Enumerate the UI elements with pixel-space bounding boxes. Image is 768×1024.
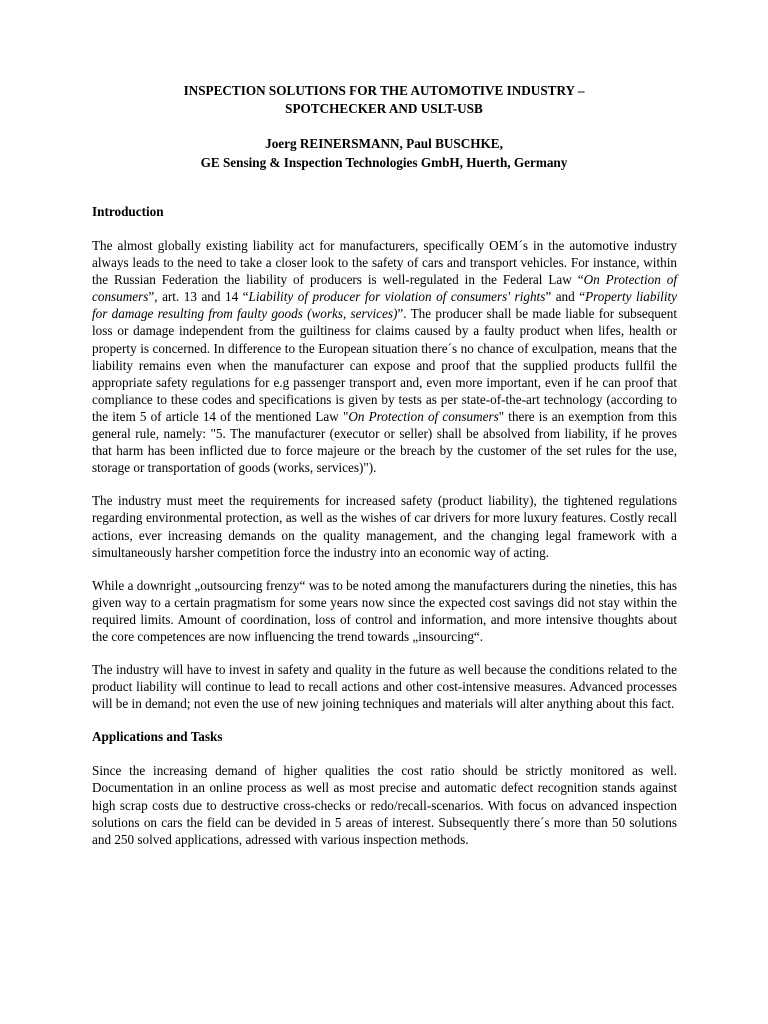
author-affiliation: GE Sensing & Inspection Technologies GmbH, Huerth, Germany: [200, 155, 568, 170]
text-run: ”. The producer shall be made liable for subsequent loss or damage independent from the guiltiness for claims caused by a faulty product when lifes, health or property is concerned. In difference to the European situation there´s no chance of exculpation, means that the liability remains even when the manufacturer can expose and proof that the supplied products fullfil the appropriate safety regulations for e.g passenger transport and, even more important, even if he can proof that compliance to these codes and specifications is given by tests as per state-of-the-art technology (according to the item 5 of article 14 of the mentioned Law ": [92, 306, 677, 424]
title-line-2: SPOTCHECKER AND USLT-USB: [285, 101, 483, 116]
text-run: " there is an exemption from this general rule, namely: "5. The manufacturer (executor or seller) shall be absolved from liability, if he proves that harm has been inflicted due to force majeure or the breach by the customer of the set rules for the use, storage or transportation of goods (works, services)").: [92, 408, 678, 476]
law-title: On Protection of consumers: [92, 272, 677, 305]
intro-paragraph-4: The industry will have to invest in safety and quality in the future as well because the conditions related to the product liability will continue to lead to recall actions and other cost-intensive measures. Advanced processes will be in demand; not even the use of new joining techniques and materials will alter anything about this fact.: [92, 662, 677, 712]
author-block: [92, 134, 676, 172]
title-line-1: INSPECTION SOLUTIONS FOR THE AUTOMOTIVE INDUSTRY –: [183, 83, 585, 98]
section-heading-applications: Applications and Tasks: [92, 729, 223, 745]
text-run: ” and “: [545, 289, 586, 305]
text-run: The almost globally existing liability act for manufacturers, specifically OEM´s in the automotive industry always leads to the need to take a closer look to the safety of cars and transport vehicles. For instance, within the Russian Federation the liability of producers is well-regulated in the Federal Law “: [92, 238, 677, 288]
law-title: On Protection of consumers: [348, 408, 499, 424]
text-run: ”, art. 13 and 14 “: [148, 289, 249, 305]
applications-paragraph-1: Since the increasing demand of higher qualities the cost ratio should be strictly monitored as well. Documentation in an online process as well as most precise and automatic defect recognition stands against high scrap costs due to destructive cross-checks or redo/recall-scenarios. With focus on advanced inspection solutions on cars the field can be devided in 5 areas of interest. Subsequently there´s more than 50 solutions and 250 solved applications, adressed with various inspection methods.: [92, 763, 677, 847]
intro-paragraph-3: While a downright „outsourcing frenzy“ was to be noted among the manufacturers during the nineties, this has given way to a certain pragmatism for some years now since the expected cost savings did not stay within the required limits. Amount of coordination, loss of control and information, and more intensive thoughts about the core competences are now influencing the trend towards „insourcing“.: [92, 577, 677, 644]
intro-paragraph-1: [92, 237, 677, 476]
paper-title: [92, 82, 676, 118]
article-14-title: Property liability for damage resulting from faulty goods (works, services): [92, 289, 678, 322]
author-names: Joerg REINERSMANN, Paul BUSCHKE,: [265, 136, 503, 151]
article-13-title: Liability of producer for violation of consumers' rights: [248, 289, 546, 305]
paper-body: [92, 203, 677, 864]
section-heading-introduction: Introduction: [92, 204, 164, 219]
intro-paragraph-2: The industry must meet the requirements for increased safety (product liability), the tightened regulations regarding environmental protection, as well as the wishes of car drivers for more luxury features. Costly recall actions, ever increasing demands on the quality management, and the changing legal framework with a simultaneously harsher competition force the industry into an economic way of acting.: [92, 493, 677, 560]
